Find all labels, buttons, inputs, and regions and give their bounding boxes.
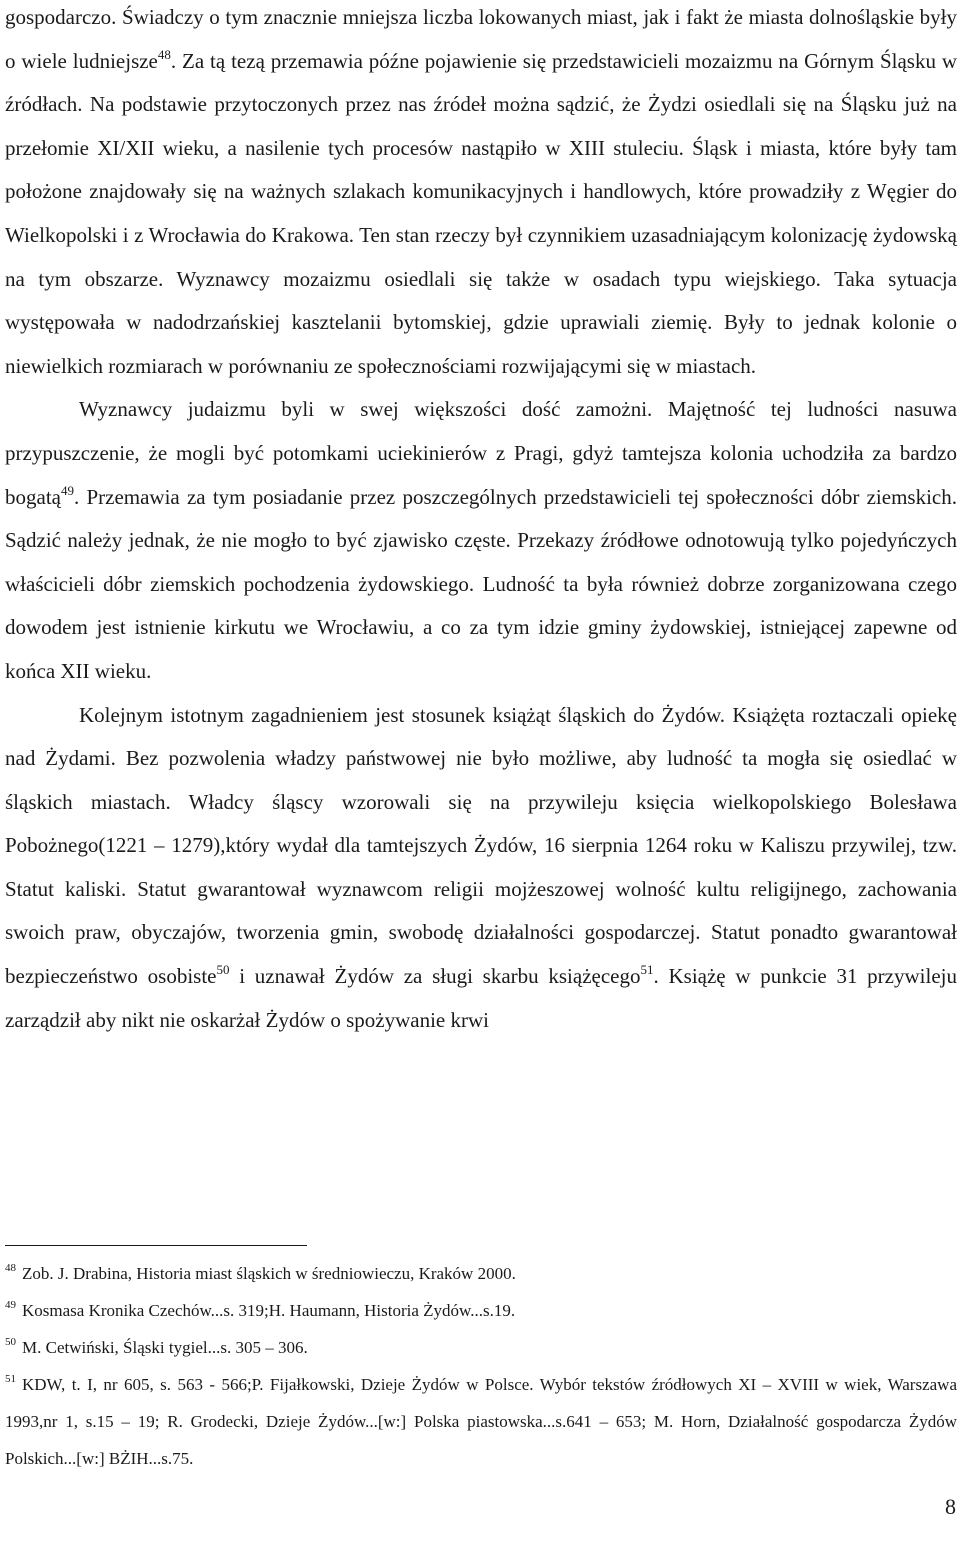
footnote-text: Kosmasa Kronika Czechów...s. 319;H. Haumann, Historia Żydów...s.19. [22,1301,516,1320]
paragraph-text: gospodarczo. Świadczy o tym znacznie mniejsza liczba lokowanych miast, jak i fakt że miasta dolnośląskie były o wiele ludniejsze [5,5,957,73]
paragraph-2 [5,388,957,693]
paragraph-text: Wyznawcy judaizmu byli w swej większości dość zamożni. Majętność tej ludności nasuwa przypuszczenie, że mogli być potomkami uciekinierów z Pragi, gdyż tamtejsza kolonia uchodziła za bardzo bogatą [5,397,957,509]
paragraph-text: . Przemawia za tym posiadanie przez poszczególnych przedstawicieli tej społeczności dóbr ziemskich. Sądzić należy jednak, że nie mogło to być zjawisko częste. Przekazy źródłowe odnotowują tylko pojedyńczych właścicieli dóbr ziemskich pochodzenia żydowskiego. Ludność ta była również dobrze zorganizowana czego dowodem jest istnienie kirkutu we Wrocławiu, a co za tym idzie gminy żydowskiej, istniejącej zapewne od końca XII wieku. [5,484,957,683]
footnote-number: 51 [5,1373,16,1385]
footnote-50 [5,1329,957,1366]
paragraph-text: . Książę w punkcie 31 przywileju zarządził aby nikt nie oskarżał Żydów o spożywanie krwi [5,964,957,1032]
paragraph-3 [5,694,957,1043]
body-text [5,0,957,1042]
paragraph-text: i uznawał Żydów za sługi skarbu książęcego [229,964,641,989]
paragraph-text: Kolejnym istotnym zagadnieniem jest stosunek książąt śląskich do Żydów. Książęta roztaczali opiekę nad Żydami. Bez pozwolenia władzy państwowej nie było możliwe, aby ludność ta mogła się osiedlać w śląskich miastach. Władcy śląscy wzorowali się na przywileju księcia wielkopolskiego Bolesława Pobożnego(1221 – 1279),który wydał dla tamtejszych Żydów, 16 sierpnia 1264 roku w Kaliszu przywilej, tzw. Statut kaliski. Statut gwarantował wyznawcom religii mojżeszowej wolność kultu religijnego, zachowania swoich praw, obyczajów, tworzenia gmin, swobodę działalności gospodarczej. Statut ponadto gwarantował bezpieczeństwo osobiste [5,702,957,989]
footnote-text: Zob. J. Drabina, Historia miast śląskich w średniowieczu, Kraków 2000. [22,1264,516,1283]
footnote-number: 49 [5,1299,16,1311]
footnote-number: 50 [5,1336,16,1348]
footnote-48 [5,1255,957,1292]
footnote-separator [5,1245,307,1246]
footnote-number: 48 [5,1262,16,1274]
footnote-ref-51[interactable]: 51 [640,962,654,978]
paragraph-text: . Za tą tezą przemawia późne pojawienie się przedstawicieli mozaizmu na Górnym Śląsku w źródłach. Na podstawie przytoczonych przez nas źródeł można sądzić, że Żydzi osiedlali się na Śląsku już na przełomie XI/XII wieku, a nasilenie tych procesów nastąpiło w XIII stuleciu. Śląsk i miasta, które były tam położone znajdowały się na ważnych szlakach komunikacyjnych i handlowych, które prowadziły z Węgier do Wielkopolski i z Wrocławia do Krakowa. Ten stan rzeczy był czynnikiem uzasadniającym kolonizację żydowską na tym obszarze. Wyznawcy mozaizmu osiedlali się także w osadach typu wiejskiego. Taka sytuacja występowała w nadodrzańskiej kasztelanii bytomskiej, gdzie uprawiali ziemię. Były to jednak kolonie o niewielkich rozmiarach w porównaniu ze społecznościami rozwijającymi się w miastach. [5,48,957,378]
footnote-text: KDW, t. I, nr 605, s. 563 - 566;P. Fijałkowski, Dzieje Żydów w Polsce. Wybór tekstów źródłowych XI – XVIII w wiek, Warszawa 1993,nr 1, s.15 – 19; R. Grodecki, Dzieje Żydów...[w:] Polska piastowska...s.641 – 653; M. Horn, Działalność gospodarcza Żydów Polskich...[w:] BŻIH...s.75. [5,1375,957,1468]
paragraph-1 [5,0,957,388]
footnote-ref-48[interactable]: 48 [157,46,171,62]
footnotes [5,1255,957,1477]
footnote-51 [5,1366,957,1477]
footnote-ref-49[interactable]: 49 [60,482,74,498]
footnote-49 [5,1292,957,1329]
footnote-ref-50[interactable]: 50 [216,962,230,978]
footnote-text: M. Cetwiński, Śląski tygiel...s. 305 – 306. [22,1338,308,1357]
page-number: 8 [945,1494,956,1519]
